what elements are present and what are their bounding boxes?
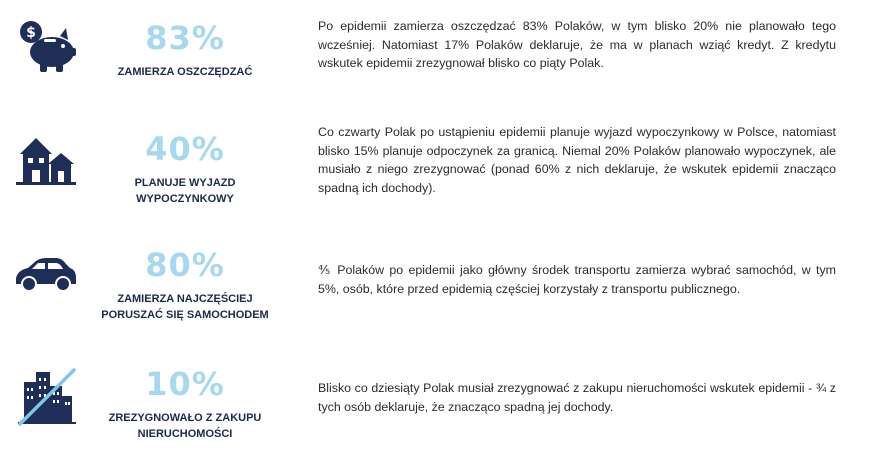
stat-block [100,131,270,207]
percent-value: 10% [145,365,225,403]
stat-block [100,247,270,323]
buildings-crossed-icon [14,368,78,426]
stat-description: Co czwarty Polak po ustąpieniu epidemii planuje wyjazd wypoczynkowy w Polsce, natomiast blisko 15% planuje odpoczynek za granicą. Niemal 20% Polaków planowało wypoczynek, ale musiało z niego zrezygnować (ponad 60% z nich deklaruje, że wskutek epidemii znacząco spadną ich dochody). [318,125,836,195]
stat-label: ZAMIERZA OSZCZĘDZAĆ [117,66,253,78]
stat-description: Po epidemii zamierza oszczędzać 83% Polaków, w tym blisko 20% nie planowało tego wcześniej. Natomiast 17% Polaków deklaruje, że ma w planach wziąć kredyt. Z kredytu wskutek epidemii zrezygnował blisko co piąty Polak. [318,19,836,70]
stat-description: ⅘ Polaków po epidemii jako główny środek transportu zamierza wybrać samochód, w tym 5%, osób, które przed epidemią częściej korzystały z transportu publicznego. [318,263,836,296]
piggy-bank-dollar-icon [14,16,78,74]
percent-value: 83% [145,19,225,57]
stat-description: Blisko co dziesiąty Polak musiał zrezygnować z zakupu nieruchomości wskutek epidemii - ¾ z tych osób deklaruje, że znacząco spadną jej dochody. [318,381,836,414]
stat-block [100,20,270,80]
stat-block [100,366,270,442]
svg-text:$: $ [26,25,36,41]
stat-label: ZAMIERZA NAJCZĘŚCIEJ PORUSZAĆ SIĘ SAMOCHODEM [101,293,269,321]
percent-value: 80% [145,246,225,284]
percent-value: 40% [145,130,225,168]
car-icon [14,248,78,306]
stat-label: PLANUJE WYJAZD WYPOCZYNKOWY [134,177,236,205]
stat-label: ZREZYGNOWAŁO Z ZAKUPU NIERUCHOMOŚCI [108,412,262,440]
houses-icon [14,128,78,186]
